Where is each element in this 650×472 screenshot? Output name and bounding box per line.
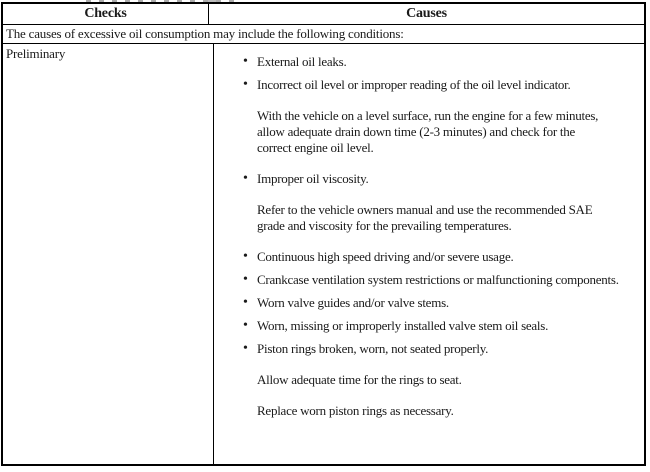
causes-cell: [214, 44, 644, 464]
diagnostic-table: [1, 2, 646, 466]
cause-note-paragraph: Refer to the vehicle owners manual and use the recommended SAE grade and viscosity for the prevailing temperatures.: [257, 202, 593, 233]
cause-bullet-item: • Worn valve guides and/or valve stems.: [257, 295, 638, 311]
cause-note-paragraph: Replace worn piston rings as necessary.: [257, 403, 454, 418]
table-intro-row: The causes of excessive oil consumption may include the following conditions:: [3, 25, 644, 44]
cause-bullet-item: • Continuous high speed driving and/or severe usage.: [257, 249, 638, 265]
cause-bullet-item: • Crankcase ventilation system restrictions or malfunctioning components.: [257, 272, 638, 288]
table-header-row: [3, 4, 644, 25]
table-body-row: [3, 44, 644, 464]
cause-bullet-item: • Improper oil viscosity.: [257, 171, 638, 187]
cause-note-paragraph: Allow adequate time for the rings to seat.: [257, 372, 462, 387]
cause-bullet-item: • Worn, missing or improperly installed valve stem oil seals.: [257, 318, 638, 334]
column-header-checks: Checks: [3, 4, 209, 24]
cause-bullet-item: • Piston rings broken, worn, not seated properly.: [257, 341, 638, 357]
cause-bullet-item: • External oil leaks.: [257, 54, 638, 70]
check-cell-preliminary: Preliminary: [3, 44, 214, 464]
column-header-causes: Causes: [406, 6, 447, 21]
cause-note-paragraph: With the vehicle on a level surface, run the engine for a few minutes, allow adequate drain down time (2-3 minutes) and check for the correct engine oil level.: [257, 108, 599, 155]
cause-bullet-item: • Incorrect oil level or improper reading of the oil level indicator.: [257, 77, 638, 93]
